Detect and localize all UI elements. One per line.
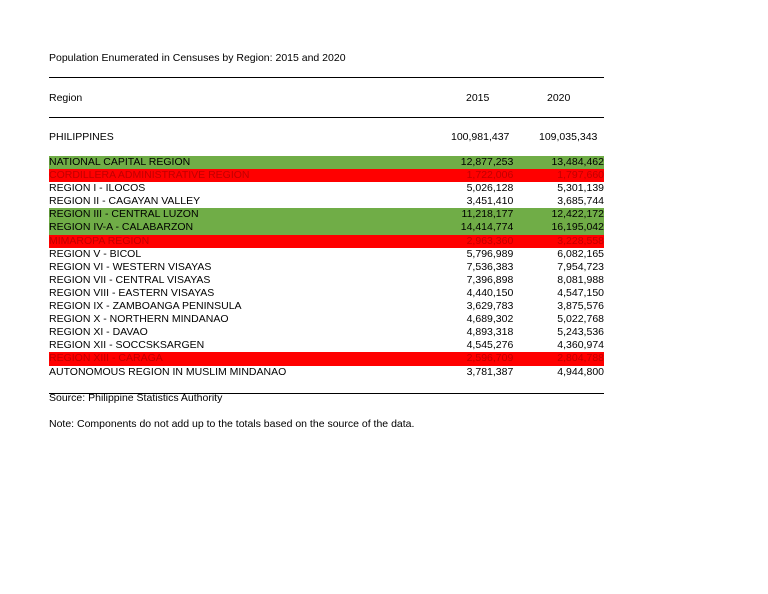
region-name: REGION X - NORTHERN MINDANAO [49,313,229,326]
region-name: CORDILLERA ADMINISTRATIVE REGION [49,169,405,182]
table-row [49,326,604,339]
population-2015: 7,396,898 [466,273,514,286]
national-2015: 100,981,437 [451,131,510,143]
table-row [49,274,604,287]
table-row [49,261,604,274]
population-2020: 3,228,558 [513,235,604,248]
table-row [49,221,604,234]
table-row [49,156,604,169]
population-2020: 3,685,744 [557,195,604,208]
population-2015: 5,026,128 [466,182,514,195]
region-name: REGION VIII - EASTERN VISAYAS [49,286,215,299]
population-2020: 3,875,576 [557,300,604,313]
population-2015: 3,781,387 [466,365,514,378]
population-2015: 3,451,410 [466,195,514,208]
population-2020: 12,422,172 [513,208,604,221]
source-note: Source: Philippine Statistics Authority [49,392,223,404]
region-table-body [49,156,604,379]
header-region: Region [49,92,83,104]
region-name: REGION V - BICOL [49,247,142,260]
region-name: REGION VII - CENTRAL VISAYAS [49,273,211,286]
table-row [49,169,604,182]
national-name: PHILIPPINES [49,131,114,143]
population-2020: 4,944,800 [557,365,604,378]
population-2015: 2,596,709 [405,352,513,365]
population-2015: 12,877,253 [405,156,513,169]
table-row [49,313,604,326]
population-2020: 1,797,660 [513,169,604,182]
population-2020: 7,954,723 [557,260,604,273]
population-2015: 1,722,006 [405,169,513,182]
population-2015: 3,629,783 [466,300,514,313]
population-2020: 5,301,139 [557,182,604,195]
region-name: REGION IX - ZAMBOANGA PENINSULA [49,300,242,313]
region-name: REGION I - ILOCOS [49,182,146,195]
population-2020: 4,360,974 [557,339,604,352]
header-rule [49,117,604,118]
table-row [49,352,604,365]
region-name: MIMAROPA REGION [49,235,405,248]
region-name: REGION IV-A - CALABARZON [49,221,405,234]
population-2020: 5,243,536 [557,326,604,339]
table-row [49,248,604,261]
population-2015: 2,963,360 [405,235,513,248]
region-name: REGION III - CENTRAL LUZON [49,208,405,221]
national-2020: 109,035,343 [539,131,598,143]
region-name: NATIONAL CAPITAL REGION [49,156,405,169]
population-2015: 11,218,177 [405,208,513,221]
region-name: REGION XIII - CARAGA [49,352,405,365]
population-2020: 2,804,788 [513,352,604,365]
population-2020: 6,082,165 [557,247,604,260]
table-row [49,300,604,313]
table-row [49,195,604,208]
population-2020: 13,484,462 [513,156,604,169]
region-name: REGION XI - DAVAO [49,326,148,339]
table-row [49,287,604,300]
table-title: Population Enumerated in Censuses by Region: 2015 and 2020 [49,52,346,64]
table-row [49,366,604,379]
population-2015: 14,414,774 [405,221,513,234]
region-name: REGION XII - SOCCSKSARGEN [49,339,205,352]
population-2015: 4,893,318 [466,326,514,339]
population-2015: 5,796,989 [466,247,514,260]
population-2020: 4,547,150 [557,286,604,299]
top-rule [49,77,604,78]
population-2020: 16,195,042 [513,221,604,234]
table-row [49,235,604,248]
table-row [49,339,604,352]
population-2020: 5,022,768 [557,313,604,326]
population-2015: 4,440,150 [466,286,514,299]
region-name: REGION VI - WESTERN VISAYAS [49,260,212,273]
population-2015: 4,545,276 [466,339,514,352]
region-name: AUTONOMOUS REGION IN MUSLIM MINDANAO [49,365,287,378]
header-2015: 2015 [466,92,490,104]
population-2020: 8,081,988 [557,273,604,286]
region-name: REGION II - CAGAYAN VALLEY [49,195,201,208]
table-row [49,182,604,195]
data-note: Note: Components do not add up to the totals based on the source of the data. [49,418,415,430]
population-2015: 4,689,302 [466,313,514,326]
table-row [49,208,604,221]
population-2015: 7,536,383 [466,260,514,273]
header-2020: 2020 [547,92,571,104]
